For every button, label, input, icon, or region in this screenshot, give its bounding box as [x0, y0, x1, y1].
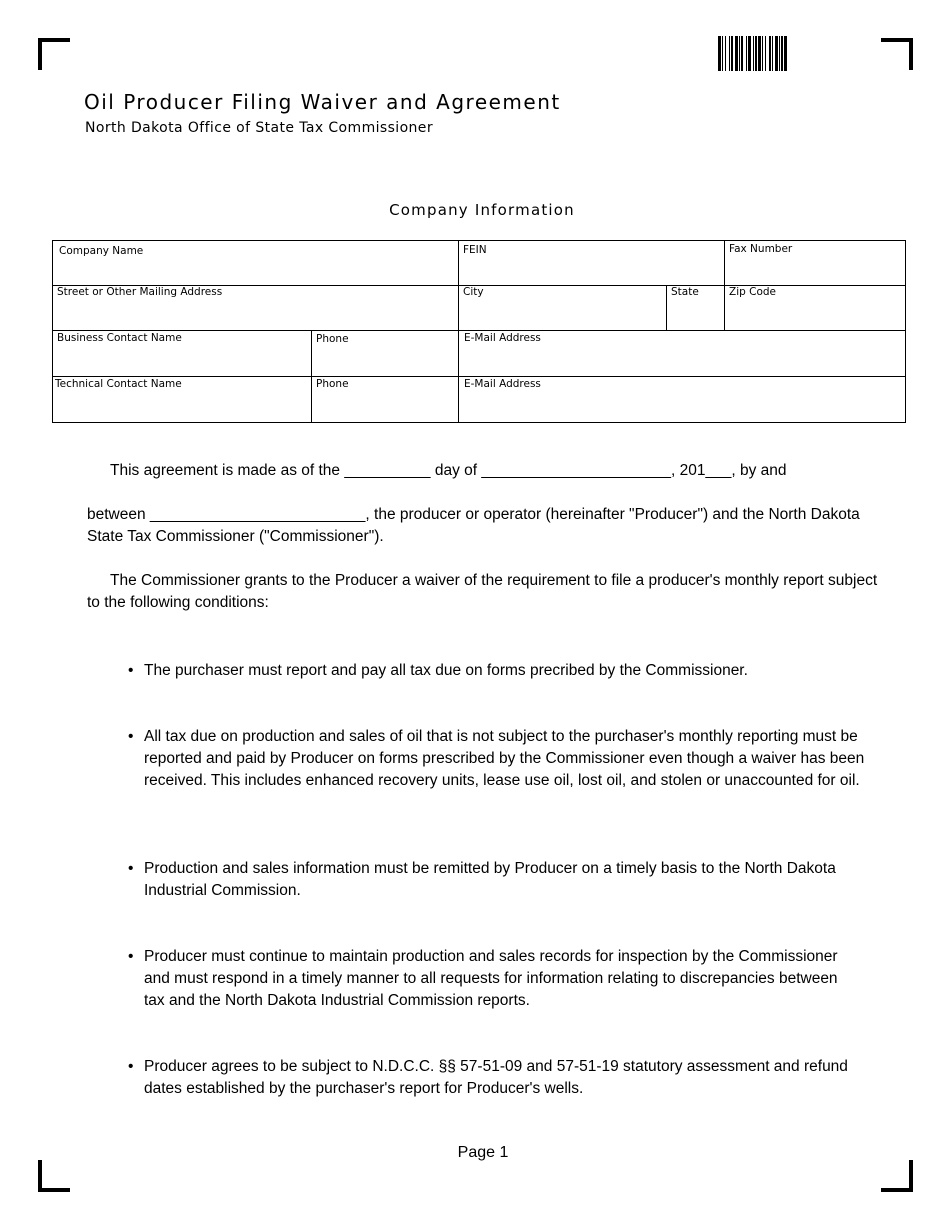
condition-text: Production and sales information must be remitted by Producer on a timely basis to the North Dakota Industrial Commission. [144, 860, 836, 899]
condition-text: Producer must continue to maintain production and sales records for inspection by the Commissioner and must respond in a timely manner to all requests for information relating to discrepancies between tax and the North Dakota Industrial Commission reports. [144, 948, 838, 1009]
registration-mark-bottom-left [38, 1160, 70, 1192]
agreement-date-line: This agreement is made as of the __________ day of ______________________, 201___, by and [110, 462, 787, 479]
condition-item [128, 660, 888, 682]
bullet-icon: • [128, 948, 134, 965]
condition-item [128, 946, 853, 1012]
condition-item [128, 1056, 863, 1100]
state-field[interactable] [667, 283, 724, 330]
technical-contact-field[interactable] [51, 375, 311, 422]
section-heading: Company Information [389, 201, 575, 219]
business-email-label: E-Mail Address [464, 332, 541, 344]
zip-code-label: Zip Code [729, 286, 776, 298]
bullet-icon: • [128, 662, 134, 679]
form-title: Oil Producer Filing Waiver and Agreement [84, 90, 561, 114]
condition-item [128, 726, 883, 792]
zip-code-field[interactable] [725, 283, 905, 330]
registration-mark-bottom-right [881, 1160, 913, 1192]
state-label: State [671, 286, 699, 298]
bullet-icon: • [128, 860, 134, 877]
technical-email-label: E-Mail Address [464, 378, 541, 390]
bullet-icon: • [128, 728, 134, 745]
business-email-field[interactable] [460, 329, 905, 376]
company-information-form [52, 240, 906, 423]
fein-label: FEIN [463, 244, 487, 256]
condition-text: The purchaser must report and pay all tax due on forms precribed by the Commissioner. [144, 662, 748, 679]
condition-text: All tax due on production and sales of oil that is not subject to the purchaser's monthly reporting must be reported and paid by Producer on forms prescribed by the Commissioner even though a waiver has been received. This includes enhanced recovery units, lease use oil, lost oil, and stolen or unaccounted for oil. [144, 728, 865, 789]
city-label: City [463, 286, 484, 298]
street-address-field[interactable] [53, 283, 458, 330]
agreement-parties-paragraph: between _________________________, the producer or operator (hereinafter "Producer") and the North Dakota State Tax Commissioner ("Commissioner"). [87, 506, 860, 545]
company-name-label: Company Name [59, 245, 144, 257]
bullet-icon: • [128, 1058, 134, 1075]
waiver-grant-paragraph [87, 570, 887, 614]
business-contact-label: Business Contact Name [57, 332, 182, 344]
registration-mark-top-right [881, 38, 913, 70]
page-number: Page 1 [457, 1144, 509, 1161]
business-contact-field[interactable] [53, 329, 311, 376]
technical-email-field[interactable] [460, 375, 905, 422]
business-phone-label: Phone [316, 333, 349, 345]
technical-contact-label: Technical Contact Name [55, 378, 182, 390]
fax-number-label: Fax Number [729, 243, 793, 255]
technical-phone-label: Phone [316, 378, 349, 390]
business-phone-field[interactable] [312, 330, 458, 376]
condition-item [128, 858, 858, 902]
registration-mark-top-left [38, 38, 70, 70]
agency-name: North Dakota Office of State Tax Commissioner [85, 120, 433, 136]
technical-phone-field[interactable] [312, 375, 458, 422]
waiver-grant-text: The Commissioner grants to the Producer a waiver of the requirement to file a producer's monthly report subject to the following conditions: [87, 572, 878, 611]
fax-number-field[interactable] [725, 240, 905, 284]
street-address-label: Street or Other Mailing Address [57, 286, 223, 298]
city-field[interactable] [459, 283, 666, 330]
fein-field[interactable] [459, 241, 724, 285]
condition-text: Producer agrees to be subject to N.D.C.C. §§ 57-51-09 and 57-51-19 statutory assessment and refund dates established by the purchaser's report for Producer's wells. [144, 1058, 848, 1097]
barcode-icon [718, 36, 858, 71]
company-name-field[interactable] [55, 242, 458, 285]
